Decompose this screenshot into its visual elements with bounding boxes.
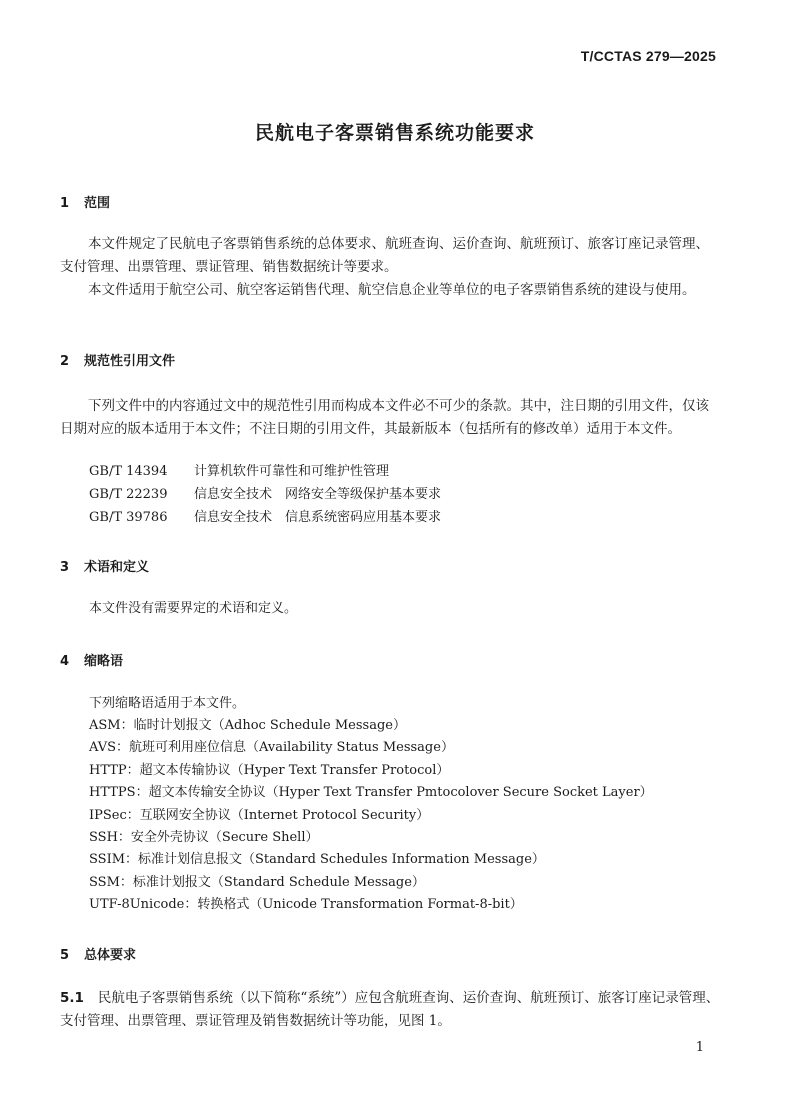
section-2-paragraph: 下列文件中的内容通过文中的规范性引用而构成本文件必不可少的条款。其中，注日期的引用文件，仅该日期对应的版本适用于本文件；不注日期的引用文件，其最新版本（包括所有的修改单）适用于本文件。 (60, 398, 709, 437)
abbreviation-item: AVS：航班可利用座位信息（Availability Status Message） (89, 740, 454, 755)
abbreviation-item: IPSec：互联网安全协议（Internet Protocol Security） (89, 808, 430, 823)
section-1-heading (60, 192, 110, 211)
clause-text: 民航电子客票销售系统（以下简称“系统”）应包含航班查询、运价查询、航班预订、旅客订座记录管理、支付管理、出票管理、票证管理及销售数据统计等功能，见图 1。 (60, 990, 720, 1029)
section-number: 2 (60, 354, 70, 369)
section-number: 5 (60, 948, 70, 963)
standard-code: T/CCTAS 279—2025 (580, 48, 716, 64)
section-5-heading (60, 944, 136, 963)
section-title: 规范性引用文件 (84, 354, 176, 369)
reference-code: GB/T 39786 (89, 510, 168, 525)
section-title: 缩略语 (84, 654, 124, 669)
section-title: 术语和定义 (84, 560, 150, 575)
document-title: 民航电子客票销售系统功能要求 (254, 122, 535, 144)
page-number: 1 (695, 1040, 704, 1055)
reference-item (89, 484, 441, 506)
section-2-heading (60, 350, 175, 369)
section-title: 范围 (84, 196, 111, 211)
section-number: 4 (60, 654, 70, 669)
section-1-paragraph-2: 本文件适用于航空公司、航空客运销售代理、航空信息企业等单位的电子客票销售系统的建设与使用。 (88, 282, 696, 298)
reference-code: GB/T 14394 (89, 464, 168, 479)
section-3-paragraph: 本文件没有需要界定的术语和定义。 (89, 601, 298, 616)
reference-title: 计算机软件可靠性和可维护性管理 (194, 464, 390, 479)
section-1-paragraph-1: 本文件规定了民航电子客票销售系统的总体要求、航班查询、运价查询、航班预订、旅客订座记录管理、支付管理、出票管理、票证管理、销售数据统计等要求。 (60, 236, 709, 275)
clause-number: 5.1 (60, 990, 84, 1006)
abbreviation-item: ASM：临时计划报文（Adhoc Schedule Message） (89, 718, 406, 733)
reference-item (89, 461, 389, 483)
abbreviation-item: UTF-8Unicode：转换格式（Unicode Transformation Format-8-bit） (89, 897, 523, 912)
abbreviation-item: HTTPS：超文本传输安全协议（Hyper Text Transfer Pmtocolover Secure Socket Layer） (89, 785, 653, 800)
abbreviation-item: SSIM：标准计划信息报文（Standard Schedules Information Message） (89, 852, 545, 867)
section-title: 总体要求 (84, 948, 137, 963)
section-3-heading (60, 556, 149, 575)
section-4-heading (60, 650, 123, 669)
clause-5-1 (60, 987, 720, 1033)
reference-code: GB/T 22239 (89, 487, 168, 502)
reference-title: 信息安全技术 网络安全等级保护基本要求 (194, 487, 442, 502)
abbreviation-item: SSM：标准计划报文（Standard Schedule Message） (89, 875, 425, 890)
abbreviation-item: SSH：安全外壳协议（Secure Shell） (89, 830, 319, 845)
section-number: 1 (60, 196, 70, 211)
section-4-intro: 下列缩略语适用于本文件。 (89, 696, 246, 711)
reference-title: 信息安全技术 信息系统密码应用基本要求 (194, 510, 442, 525)
section-number: 3 (60, 560, 70, 575)
abbreviation-item: HTTP：超文本传输协议（Hyper Text Transfer Protocol） (89, 763, 450, 778)
reference-item (89, 507, 441, 529)
